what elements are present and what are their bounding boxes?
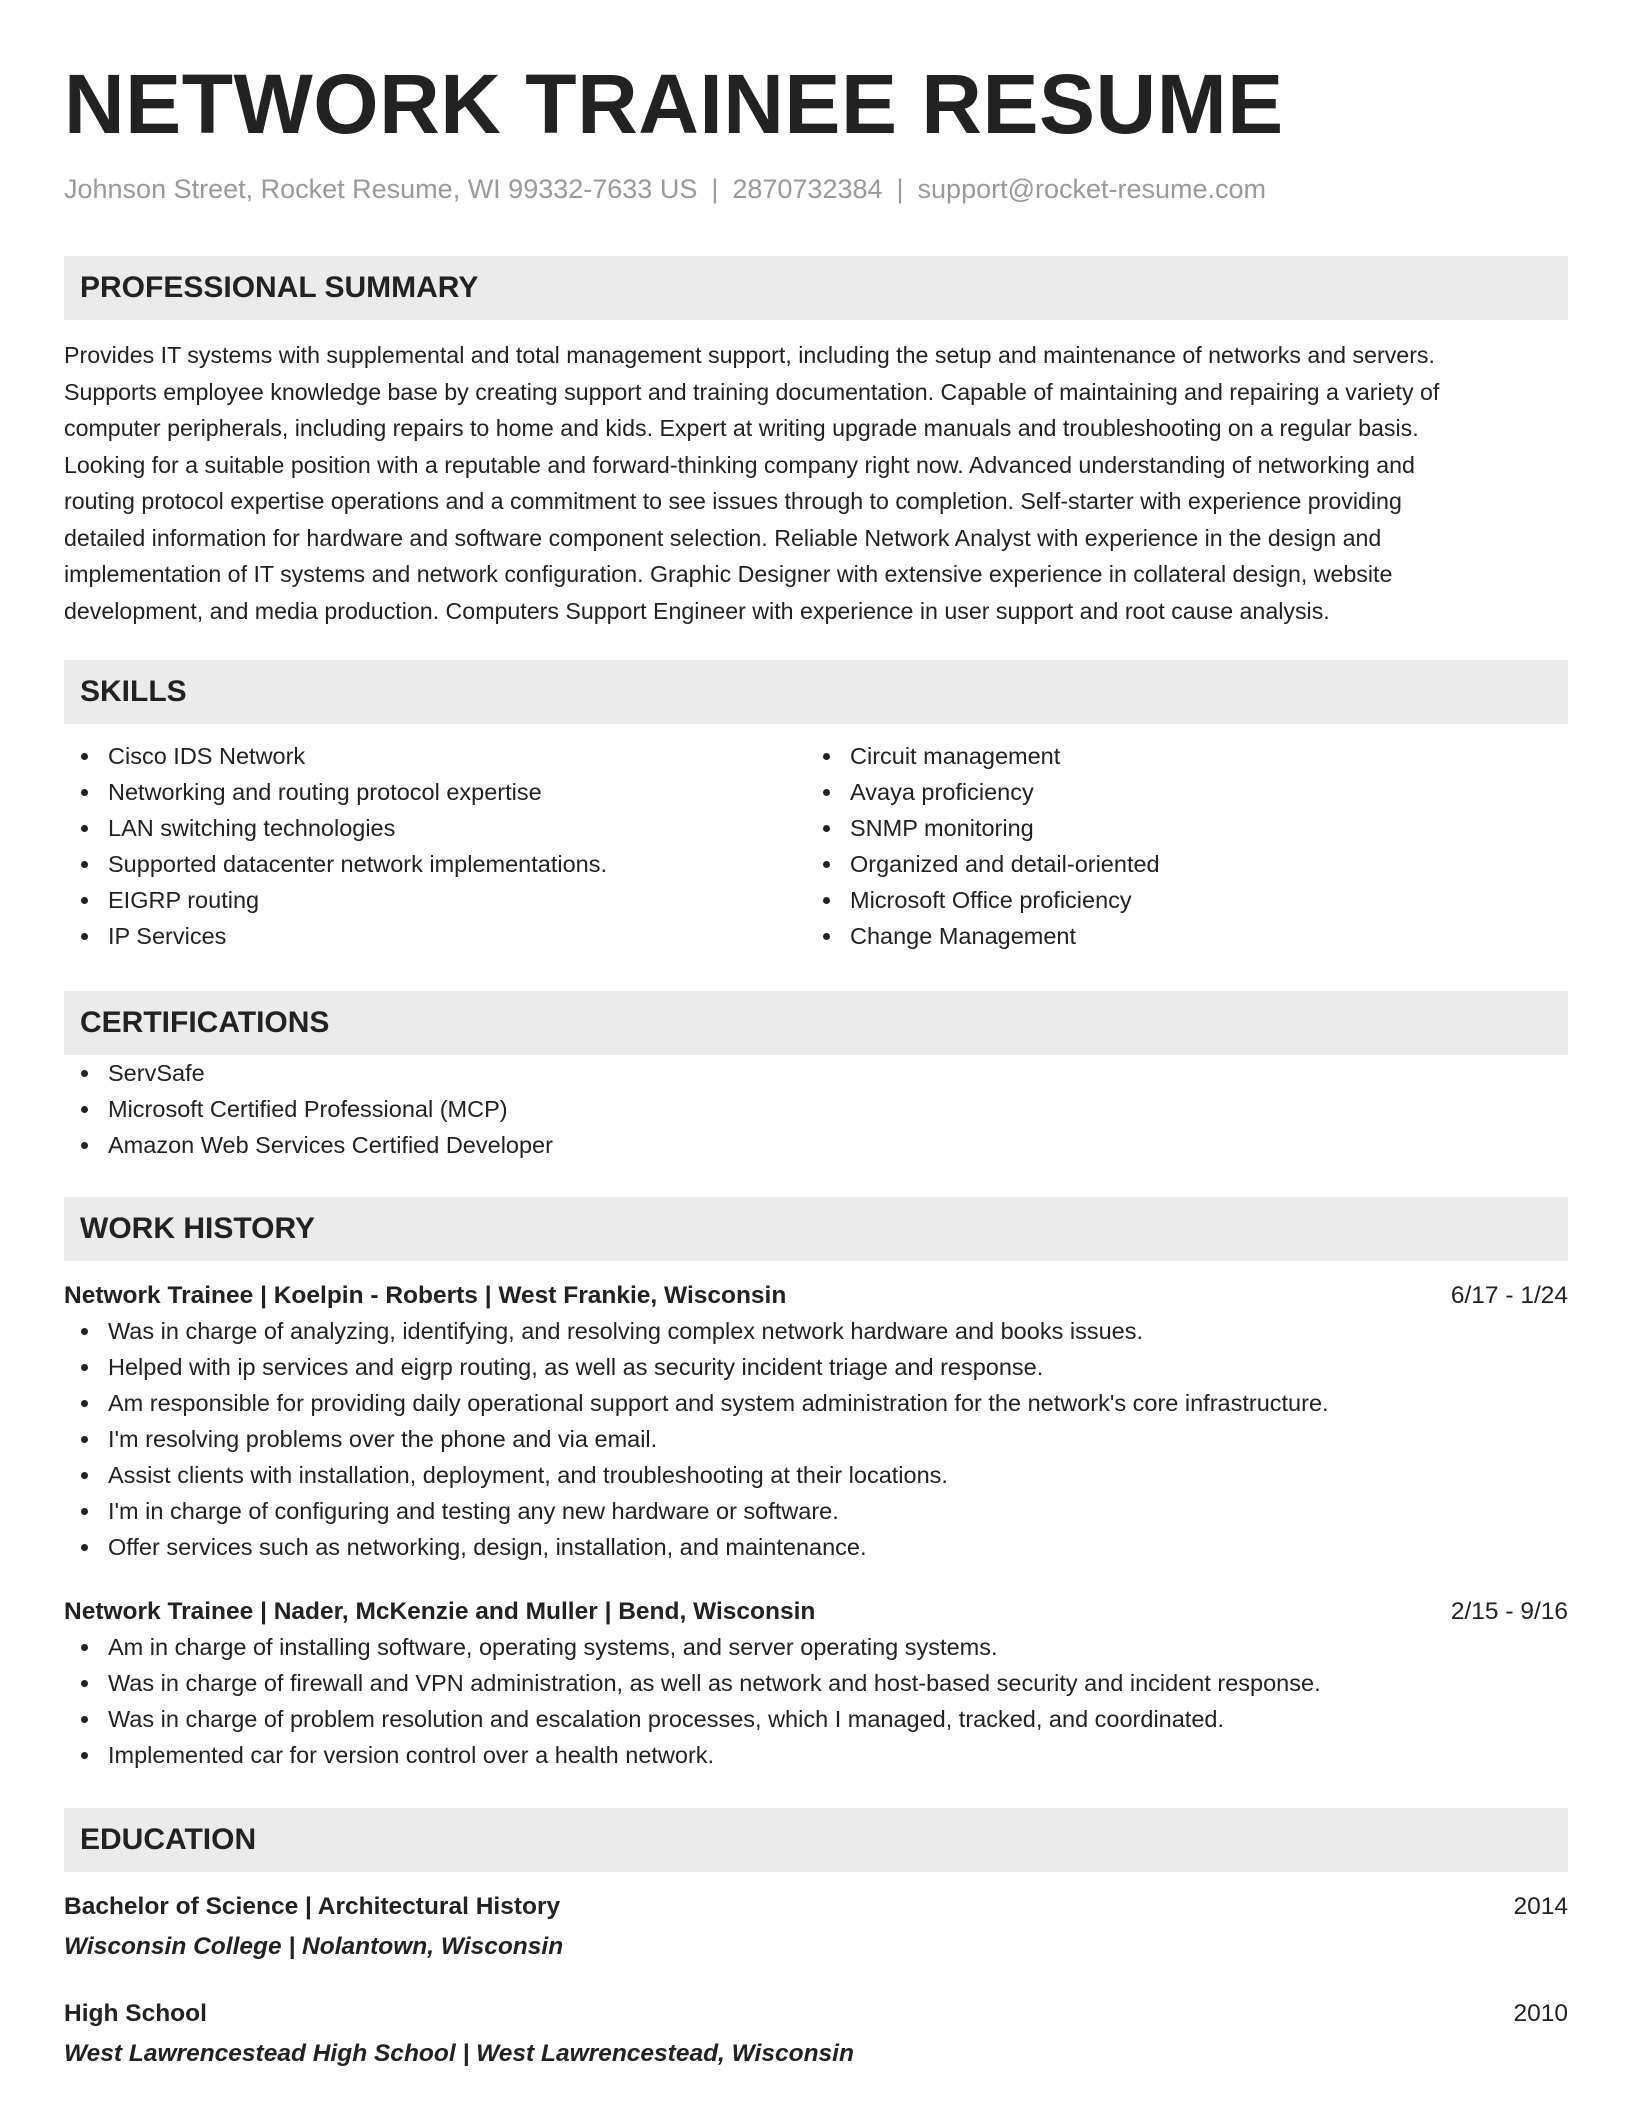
job-bullet: Offer services such as networking, design, installation, and maintenance.: [64, 1529, 1568, 1565]
skill-item: SNMP monitoring: [806, 810, 1548, 846]
job-bullet: Am responsible for providing daily operational support and system administration for the network's core infrastructure.: [64, 1385, 1568, 1421]
job-entry: [64, 1279, 1568, 1565]
education-degree: Bachelor of Science | Architectural History: [64, 1893, 561, 1920]
education-entry: [64, 1997, 1568, 2071]
skill-item: EIGRP routing: [64, 882, 806, 918]
job-bullet: I'm in charge of configuring and testing any new hardware or software.: [64, 1493, 1568, 1529]
education-entry: [64, 1890, 1568, 1964]
skill-item: IP Services: [64, 918, 806, 954]
contact-separator: |: [896, 174, 904, 204]
contact-line: [64, 172, 1568, 206]
contact-phone: 2870732384: [732, 174, 883, 204]
education-school: Wisconsin College | Nolantown, Wisconsin: [64, 1933, 564, 1960]
job-dates: 2/15 - 9/16: [1450, 1598, 1568, 1625]
section-heading-certifications: CERTIFICATIONS: [64, 991, 1568, 1055]
summary-line: Looking for a suitable position with a reputable and forward-thinking company right now. Advanced understanding of networking and: [64, 451, 1415, 478]
skill-item: Cisco IDS Network: [64, 738, 806, 774]
summary-line: Supports employee knowledge base by creating support and training documentation. Capable of maintaining and repairing a variety of: [64, 378, 1440, 405]
section-heading-education: EDUCATION: [64, 1808, 1568, 1872]
job-bullets: [64, 1313, 1568, 1565]
resume-title: NETWORK TRAINEE RESUME: [64, 57, 1284, 151]
summary-line: implementation of IT systems and network configuration. Graphic Designer with extensive experience in collateral design, website: [64, 561, 1393, 587]
summary-line: detailed information for hardware and software component selection. Reliable Network Analyst with experience in the design and: [64, 524, 1382, 551]
job-bullet: Was in charge of problem resolution and escalation processes, which I managed, tracked, and coordinated.: [64, 1701, 1568, 1737]
education-school: West Lawrencestead High School | West Lawrencestead, Wisconsin: [64, 2040, 854, 2067]
job-header: [64, 1595, 1568, 1629]
job-bullet: I'm resolving problems over the phone and via email.: [64, 1421, 1568, 1457]
skills-column-left: [64, 738, 806, 954]
certification-item: Amazon Web Services Certified Developer: [64, 1127, 1568, 1163]
education-header: [64, 1890, 1568, 1924]
certification-item: ServSafe: [64, 1055, 1568, 1091]
contact-address: Johnson Street, Rocket Resume, WI 99332-7633 US: [64, 174, 698, 204]
education-year: 2010: [1513, 2000, 1568, 2027]
skill-item: Avaya proficiency: [806, 774, 1548, 810]
skill-item: Supported datacenter network implementations.: [64, 846, 806, 882]
job-title: Network Trainee | Koelpin - Roberts | West Frankie, Wisconsin: [64, 1282, 787, 1309]
skills-column-right: [806, 738, 1548, 954]
job-bullet: Was in charge of analyzing, identifying, and resolving complex network hardware and books issues.: [64, 1313, 1568, 1349]
contact-separator: |: [711, 174, 719, 204]
skill-item: LAN switching technologies: [64, 810, 806, 846]
job-bullets: [64, 1629, 1568, 1773]
skill-item: Microsoft Office proficiency: [806, 882, 1548, 918]
education-degree: High School: [64, 2000, 207, 2027]
job-bullet: Am in charge of installing software, operating systems, and server operating systems.: [64, 1629, 1568, 1665]
skills-grid: [64, 738, 1568, 954]
job-bullet: Was in charge of firewall and VPN administration, as well as network and host-based security and incident response.: [64, 1665, 1568, 1701]
section-heading-work-history: WORK HISTORY: [64, 1197, 1568, 1261]
skill-item: Organized and detail-oriented: [806, 846, 1548, 882]
skill-item: Circuit management: [806, 738, 1548, 774]
skill-item: Networking and routing protocol expertise: [64, 774, 806, 810]
skill-item: Change Management: [806, 918, 1548, 954]
job-entry: [64, 1595, 1568, 1773]
contact-email: support@rocket-resume.com: [917, 174, 1267, 204]
job-bullet: Implemented car for version control over a health network.: [64, 1737, 1568, 1773]
job-header: [64, 1279, 1568, 1313]
summary-line: Provides IT systems with supplemental and total management support, including the setup and maintenance of networks and servers.: [64, 342, 1435, 368]
job-bullet: Helped with ip services and eigrp routing, as well as security incident triage and response.: [64, 1349, 1568, 1385]
education-header: [64, 1997, 1568, 2031]
education-year: 2014: [1513, 1893, 1568, 1920]
certification-item: Microsoft Certified Professional (MCP): [64, 1091, 1568, 1127]
summary-line: development, and media production. Computers Support Engineer with experience in user support and root cause analysis.: [64, 597, 1330, 624]
section-heading-skills: SKILLS: [64, 660, 1568, 724]
summary-paragraph: [64, 337, 1568, 629]
certifications-list: [64, 1055, 1568, 1163]
section-heading-summary: PROFESSIONAL SUMMARY: [64, 256, 1568, 320]
summary-line: computer peripherals, including repairs to home and kids. Expert at writing upgrade manuals and troubleshooting on a regular basis.: [64, 415, 1419, 441]
job-dates: 6/17 - 1/24: [1450, 1282, 1568, 1309]
job-bullet: Assist clients with installation, deployment, and troubleshooting at their locations.: [64, 1457, 1568, 1493]
summary-line: routing protocol expertise operations and a commitment to see issues through to completion. Self-starter with experience providing: [64, 488, 1402, 514]
job-title: Network Trainee | Nader, McKenzie and Muller | Bend, Wisconsin: [64, 1598, 816, 1625]
